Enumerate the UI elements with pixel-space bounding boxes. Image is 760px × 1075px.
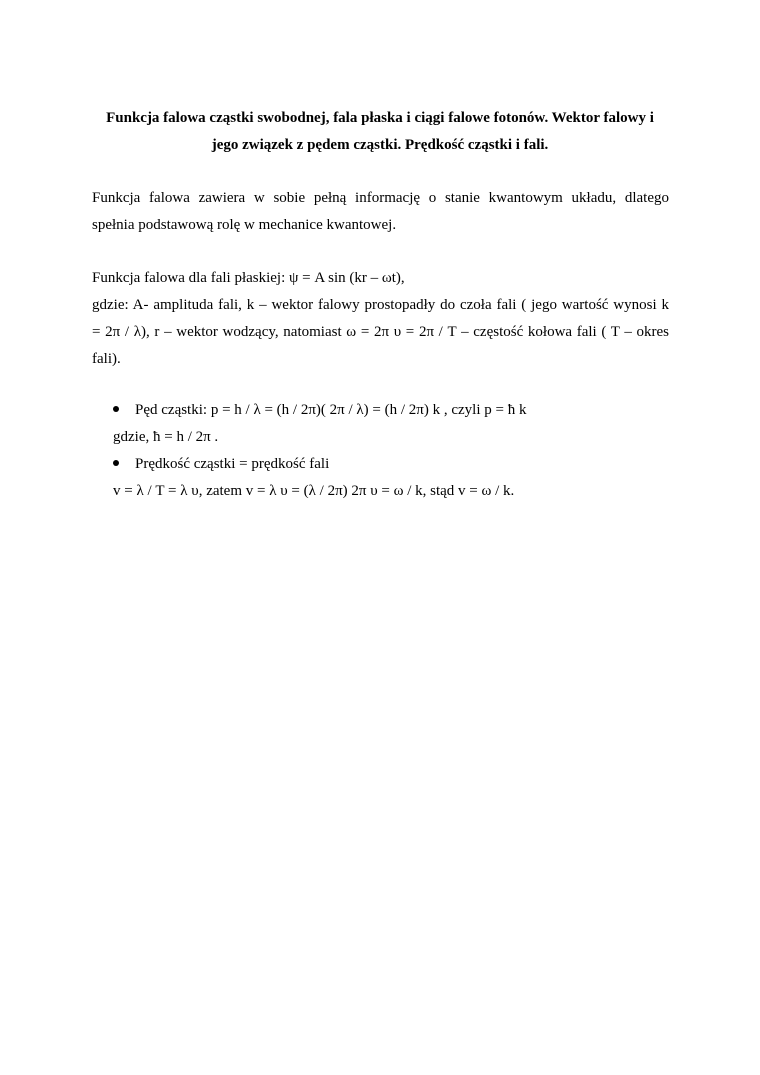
plane-wave-paragraph	[92, 265, 669, 373]
bullet-continuation: v = λ / T = λ υ, zatem v = λ υ = (λ / 2π) 2π υ = ω / k, stąd v = ω / k.	[113, 483, 515, 499]
paragraph-line: Funkcja falowa zawiera w sobie pełną informację o stanie kwantowym układu, dlatego	[92, 190, 669, 206]
bullet-text: Pęd cząstki: p = h / λ = (h / 2π)( 2π / λ) = (h / 2π) k , czyli p = ħ k	[135, 402, 527, 418]
paragraph-line: = 2π / λ), r – wektor wodzący, natomiast ω = 2π υ = 2π / T – częstość kołowa fali ( T – okres	[92, 324, 669, 340]
title-line-1: Funkcja falowa cząstki swobodnej, fala płaska i ciągi falowe fotonów. Wektor falowy i	[106, 110, 654, 126]
bullet-icon	[113, 406, 119, 412]
bullet-icon	[113, 460, 119, 466]
bullet-text: Prędkość cząstki = prędkość fali	[135, 456, 330, 472]
title-line-2: jego związek z pędem cząstki. Prędkość cząstki i fali.	[211, 137, 549, 153]
paragraph-line: Funkcja falowa dla fali płaskiej: ψ = A sin (kr – ωt),	[92, 270, 405, 286]
paragraph-line: gdzie: A- amplituda fali, k – wektor falowy prostopadły do czoła fali ( jego wartość wynosi k	[92, 297, 669, 313]
bullet-item-velocity	[113, 451, 329, 478]
intro-paragraph	[92, 185, 669, 239]
paragraph-line: spełnia podstawową rolę w mechanice kwantowej.	[92, 217, 397, 233]
bullet-continuation: gdzie, ħ = h / 2π .	[113, 429, 219, 445]
paragraph-line: fali).	[92, 351, 121, 367]
document-title	[92, 105, 668, 159]
bullet-item-momentum	[113, 397, 526, 424]
